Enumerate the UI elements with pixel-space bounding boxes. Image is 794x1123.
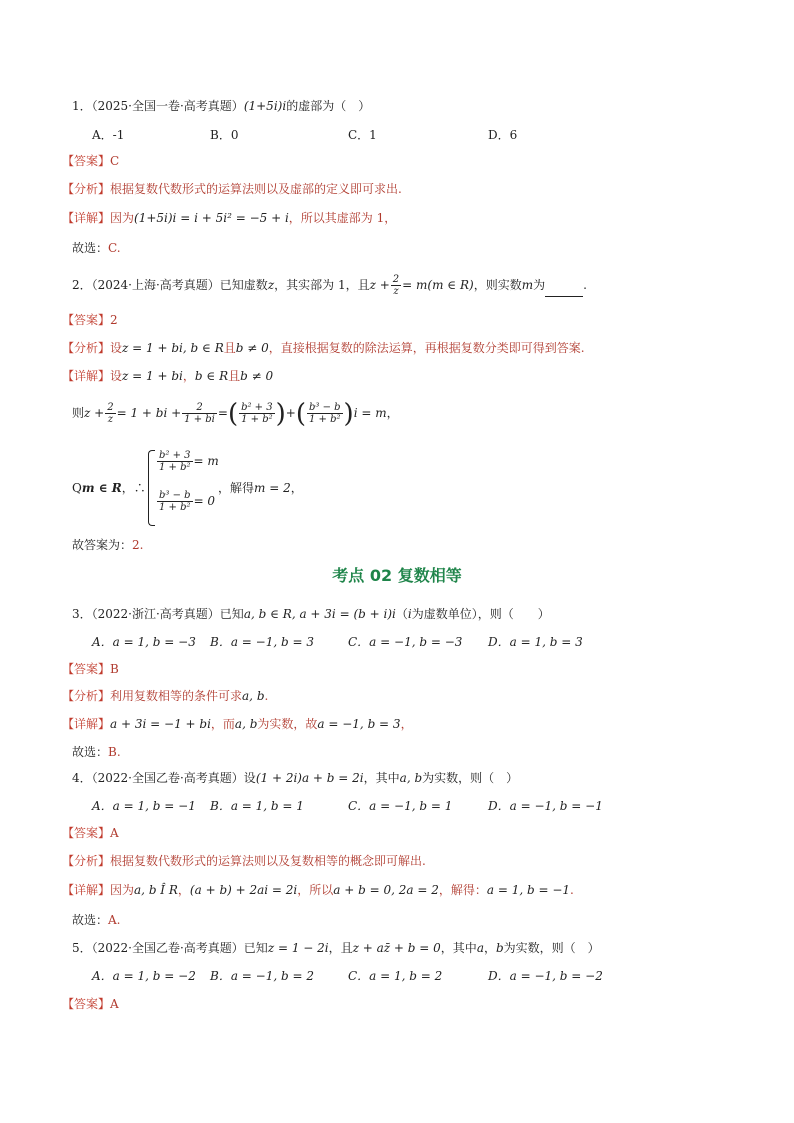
q1-option-c: C．1 bbox=[348, 128, 377, 142]
q5-option-d: D．a = −1, b = −2 bbox=[488, 969, 603, 983]
q4-conclusion: 故选：A. bbox=[72, 913, 121, 927]
q1-option-d: D．6 bbox=[488, 128, 518, 142]
q1-number: 1．（2025·全国一卷·高考真题） bbox=[72, 99, 244, 113]
q3-stem: 3．（2022·浙江·高考真题）已知a, b ∈ R, a + 3i = (b + i)i（i为虚数单位），则（ ） bbox=[72, 607, 550, 621]
q2-system-result: ，解得m = 2， bbox=[218, 481, 303, 495]
q1-option-a: A．-1 bbox=[92, 128, 125, 142]
q2-stem: 2．（2024·上海·高考真题）已知虚数z，其实部为 1，且z + $\frac{2}{z}$ = m(m ∈ R)，则实数m为 . bbox=[72, 274, 587, 297]
q3-option-b: B．a = −1, b = 3 bbox=[210, 635, 314, 649]
q2-frac-2: $\frac{2}{1 + bi}$ bbox=[184, 402, 215, 425]
q4-analysis: 【分析】根据复数代数形式的运算法则以及复数相等的概念即可解出. bbox=[62, 854, 426, 868]
section-title: 考点 02 复数相等 bbox=[332, 566, 462, 585]
q4-option-d: D．a = −1, b = −1 bbox=[488, 799, 603, 813]
q3-option-a: A．a = 1, b = −3 bbox=[92, 635, 196, 649]
q4-stem: 4．（2022·全国乙卷·高考真题）设(1 + 2i)a + b = 2i，其中a, b为实数，则（ ） bbox=[72, 771, 519, 785]
q2-answer: 【答案】2 bbox=[62, 313, 118, 327]
q5-answer: 【答案】A bbox=[62, 997, 119, 1011]
q5-option-a: A．a = 1, b = −2 bbox=[92, 969, 196, 983]
q3-detail: 【详解】a + 3i = −1 + bi，而a, b为实数，故a = −1, b = 3， bbox=[62, 717, 413, 731]
q4-detail: 【详解】因为a, b Î R，(a + b) + 2ai = 2i，所以a + b = 0, 2a = 2，解得：a = 1, b = −1. bbox=[62, 883, 574, 897]
q5-option-c: C．a = 1, b = 2 bbox=[348, 969, 443, 983]
q2-system-row-2: $\frac{\text{b³ − b}}{\text{1 + b²}}$ = 0 bbox=[159, 490, 216, 513]
q2-system-row-1: $\frac{\text{b² + 3}}{\text{1 + b²}}$ = m bbox=[159, 450, 219, 473]
q1-detail: 【详解】因为(1+5i)i = i + 5i² = −5 + i，所以其虚部为 1， bbox=[62, 211, 397, 225]
q4-option-b: B．a = 1, b = 1 bbox=[210, 799, 304, 813]
q2-system-prefix: Qm ∈ R，∴ bbox=[72, 481, 146, 495]
q2-detail: 【详解】设z = 1 + bi，b ∈ R且b ≠ 0 bbox=[62, 369, 274, 383]
q4-option-c: C．a = −1, b = 1 bbox=[348, 799, 453, 813]
q2-derivation: 则z + $\frac{2}{z}$ = 1 + bi + $\frac{2}{1 + bi}$ =( $\frac{\text{b² + 3}}{\text{1 + b²}}$ )+( $\frac{\text{b³ − b}}{\text{1 + b²}}$ )i = m， bbox=[72, 398, 399, 429]
brace-shape bbox=[148, 450, 155, 526]
q2-frac-3: $\frac{\text{b² + 3}}{\text{1 + b²}}$ bbox=[241, 402, 273, 425]
q2-conclusion: 故答案为：2. bbox=[72, 538, 144, 552]
q1-math: (1+5i)i bbox=[243, 99, 287, 113]
q2-frac-4: $\frac{\text{b³ − b}}{\text{1 + b²}}$ bbox=[308, 402, 341, 425]
q5-stem: 5．（2022·全国乙卷·高考真题）已知z = 1 − 2i，且z + az̄ + b = 0，其中a，b为实数，则（ ） bbox=[72, 941, 600, 955]
q3-option-d: D．a = 1, b = 3 bbox=[488, 635, 583, 649]
q1-conclusion: 故选：C. bbox=[72, 241, 121, 255]
q1-stem bbox=[72, 98, 370, 114]
q3-conclusion: 故选：B. bbox=[72, 745, 121, 759]
q3-analysis: 【分析】利用复数相等的条件可求a, b. bbox=[62, 689, 269, 703]
q4-answer: 【答案】A bbox=[62, 826, 119, 840]
q3-option-c: C．a = −1, b = −3 bbox=[348, 635, 463, 649]
q4-option-a: A．a = 1, b = −1 bbox=[92, 799, 196, 813]
q2-frac-1: $\frac{2}{z}$ bbox=[107, 402, 114, 425]
q3-answer: 【答案】B bbox=[62, 662, 119, 676]
q2-answer-blank bbox=[545, 284, 583, 297]
q1-analysis: 【分析】根据复数代数形式的运算法则以及虚部的定义即可求出. bbox=[62, 182, 402, 196]
q1-tail: 的虚部为（ ） bbox=[286, 99, 371, 113]
q2-analysis: 【分析】设z = 1 + bi, b ∈ R且b ≠ 0，直接根据复数的除法运算，再根据复数分类即可得到答案. bbox=[62, 341, 585, 355]
q1-answer: 【答案】C bbox=[62, 154, 120, 168]
q1-option-b: B．0 bbox=[210, 128, 239, 142]
q5-option-b: B．a = −1, b = 2 bbox=[210, 969, 314, 983]
q2-stem-fraction: $\frac{2}{z}$ bbox=[392, 274, 400, 297]
